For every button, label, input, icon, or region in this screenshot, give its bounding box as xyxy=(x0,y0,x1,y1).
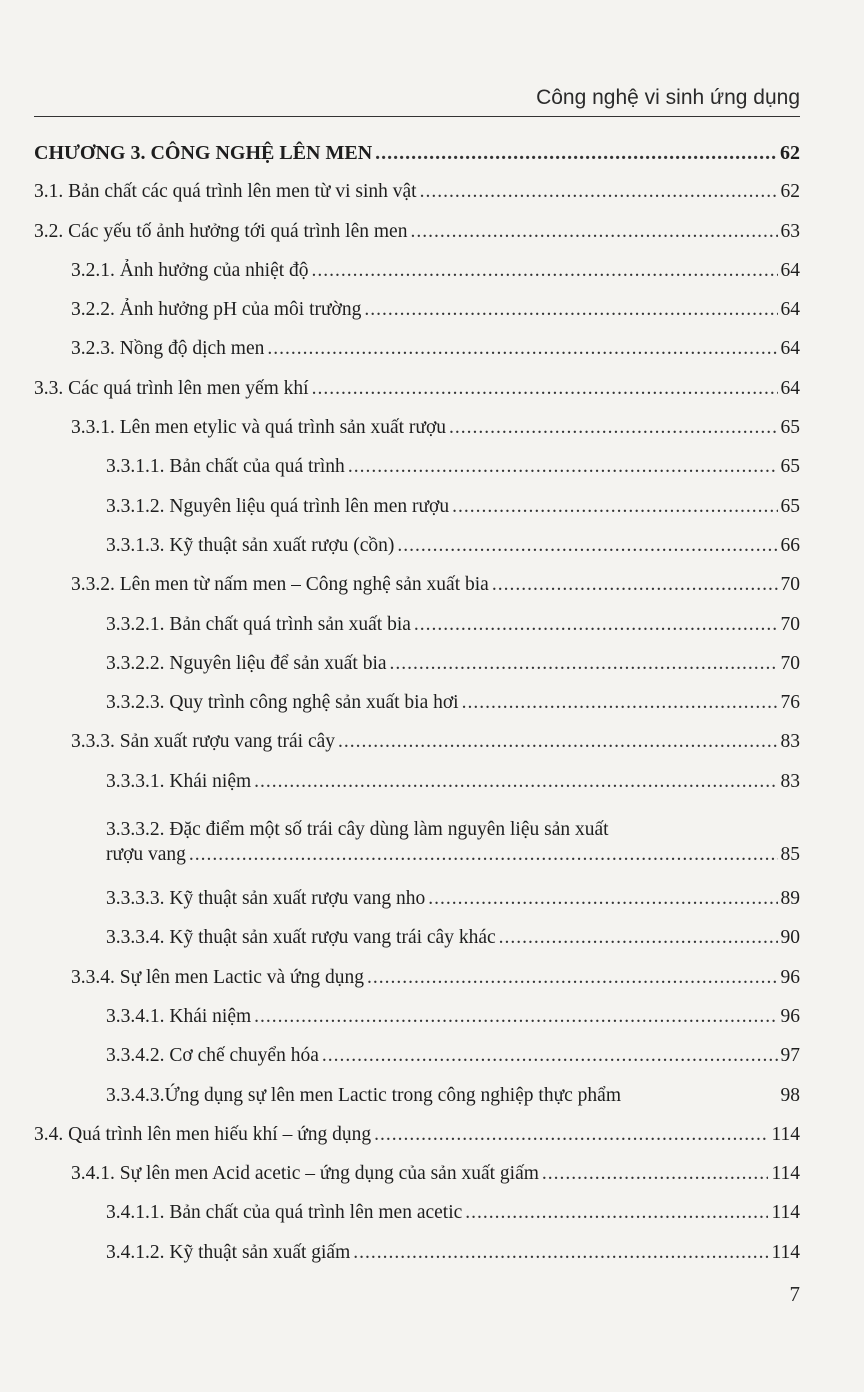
toc-entry-text: 3.3.2.3. Quy trình công nghệ sản xuất bia hơi xyxy=(106,692,459,714)
toc-entry xyxy=(34,496,800,535)
toc-entry xyxy=(34,1085,800,1124)
toc-entry xyxy=(34,771,800,810)
toc-entry xyxy=(34,614,800,653)
toc-entry-page: 65 xyxy=(780,417,800,439)
toc-entry xyxy=(34,1124,800,1163)
page-number: 7 xyxy=(789,1282,800,1306)
toc-entry xyxy=(34,731,800,770)
leader-dots xyxy=(367,967,778,989)
toc-entry-text: 3.3.4.2. Cơ chế chuyển hóa xyxy=(106,1045,319,1067)
toc-entry-text: 3.4.1. Sự lên men Acid acetic – ứng dụng của sản xuất giấm xyxy=(71,1163,539,1185)
leader-dots xyxy=(348,456,778,478)
leader-dots xyxy=(364,299,777,321)
toc-entry-text: 3.3.3.2. Đặc điểm một số trái cây dùng làm nguyên liệu sản xuất xyxy=(106,819,609,841)
toc-entry-page: 70 xyxy=(780,652,800,674)
toc-entry-page: 76 xyxy=(780,692,800,714)
leader-dots xyxy=(462,692,778,714)
toc-entry-text: 3.3.4.3.Ứng dụng sự lên men Lactic trong công nghiệp thực phẩm xyxy=(106,1084,621,1106)
toc-entry-page: 65 xyxy=(780,456,800,478)
toc-entry-text: 3.3.3. Sản xuất rượu vang trái cây xyxy=(71,731,336,753)
toc-entry-page: 96 xyxy=(780,966,800,988)
toc-entry-page: 97 xyxy=(780,1045,800,1067)
toc-entry-text: 3.3.2.2. Nguyên liệu để sản xuất bia xyxy=(106,652,387,674)
leader-dots xyxy=(410,221,777,243)
leader-dots xyxy=(189,844,778,866)
toc-entry-page: 64 xyxy=(780,338,800,360)
leader-dots xyxy=(420,181,778,203)
toc-entry xyxy=(34,221,800,260)
leader-dots xyxy=(465,1202,768,1224)
leader-dots xyxy=(353,1242,768,1264)
toc-entry-text: 3.3.3.1. Khái niệm xyxy=(106,770,252,792)
toc-entry xyxy=(34,1006,800,1045)
leader-dots xyxy=(452,496,777,518)
toc-entry xyxy=(34,338,800,377)
leader-dots xyxy=(312,260,778,282)
toc-entry-page: 114 xyxy=(771,1202,800,1224)
toc-entry xyxy=(34,299,800,338)
toc-entry-page: 64 xyxy=(780,259,800,281)
toc-entry-text: 3.3.1.2. Nguyên liệu quá trình lên men rượu xyxy=(106,495,450,517)
toc-entry xyxy=(34,456,800,495)
toc-entry-page: 89 xyxy=(780,888,800,910)
leader-dots xyxy=(374,1124,768,1146)
leader-dots xyxy=(499,927,778,949)
toc-entry-text: 3.3.4.1. Khái niệm xyxy=(106,1005,252,1027)
toc-entry-page: 64 xyxy=(780,377,800,399)
toc-entry xyxy=(34,810,800,888)
running-header: Công nghệ vi sinh ứng dụng xyxy=(536,86,800,109)
leader-dots xyxy=(267,338,777,360)
toc-entry-text: 3.4.1.1. Bản chất của quá trình lên men acetic xyxy=(106,1202,463,1224)
toc-entry-page: 114 xyxy=(771,1241,800,1263)
toc-entry-text: 3.3.2. Lên men từ nấm men – Công nghệ sản xuất bia xyxy=(71,574,489,596)
toc-entry xyxy=(34,260,800,299)
toc-entry-text: CHƯƠNG 3. CÔNG NGHỆ LÊN MEN xyxy=(34,142,373,164)
toc-entry-text: 3.4.1.2. Kỹ thuật sản xuất giấm xyxy=(106,1241,351,1263)
toc-entry xyxy=(34,378,800,417)
toc-entry xyxy=(34,692,800,731)
toc-entry-page: 70 xyxy=(780,574,800,596)
toc-entry xyxy=(34,1163,800,1202)
toc-entry-text: 3.4. Quá trình lên men hiếu khí – ứng dụng xyxy=(34,1123,372,1145)
toc-entry xyxy=(34,1202,800,1241)
toc-entry-text: 3.3.1. Lên men etylic và quá trình sản xuất rượu xyxy=(71,417,447,439)
leader-dots xyxy=(390,653,778,675)
toc-entry-text: 3.3.2.1. Bản chất quá trình sản xuất bia xyxy=(106,613,411,635)
leader-dots xyxy=(322,1045,778,1067)
toc-entry-page: 96 xyxy=(780,1005,800,1027)
toc-entry-page: 65 xyxy=(780,495,800,517)
toc-entry xyxy=(34,574,800,613)
toc-chapter-entry xyxy=(34,142,800,181)
toc-entry-page: 62 xyxy=(780,181,800,203)
toc-entry xyxy=(34,653,800,692)
toc-entry-text: 3.1. Bản chất các quá trình lên men từ vi sinh vật xyxy=(34,181,417,203)
leader-dots xyxy=(375,142,777,165)
leader-dots xyxy=(492,574,778,596)
toc-entry-page: 83 xyxy=(780,731,800,753)
toc-entry-text: 3.2.3. Nồng độ dịch men xyxy=(71,338,265,360)
leader-dots xyxy=(338,731,777,753)
toc-entry xyxy=(34,927,800,966)
toc-entry-text: 3.3.3.3. Kỹ thuật sản xuất rượu vang nho xyxy=(106,888,426,910)
toc-entry-text: 3.2. Các yếu tố ảnh hưởng tới quá trình lên men xyxy=(34,220,408,242)
toc-entry-page: 70 xyxy=(780,613,800,635)
toc-entry-text: 3.3.1.1. Bản chất của quá trình xyxy=(106,456,345,478)
toc-entry-text: 3.2.2. Ảnh hưởng pH của môi trường xyxy=(71,299,362,321)
toc-entry-page: 85 xyxy=(780,844,800,866)
leader-dots xyxy=(542,1163,769,1185)
leader-dots xyxy=(397,535,777,557)
leader-dots xyxy=(449,417,777,439)
toc-entry-text: 3.3.3.4. Kỹ thuật sản xuất rượu vang trái cây khác xyxy=(106,927,496,949)
leader-dots xyxy=(428,888,777,910)
header-rule xyxy=(34,116,800,117)
toc-entry-page: 114 xyxy=(771,1163,800,1185)
leader-dots xyxy=(312,378,778,400)
toc-entry-text: rượu vang xyxy=(106,844,186,866)
toc-entry-page: 114 xyxy=(771,1123,800,1145)
toc-entry-text: 3.2.1. Ảnh hưởng của nhiệt độ xyxy=(71,259,309,281)
toc-entry xyxy=(34,1045,800,1084)
toc-entry xyxy=(34,417,800,456)
table-of-contents xyxy=(34,142,800,1281)
toc-entry-page: 83 xyxy=(780,770,800,792)
toc-entry-text: 3.3.4. Sự lên men Lactic và ứng dụng xyxy=(71,966,364,988)
toc-entry-page: 62 xyxy=(780,142,800,164)
toc-entry xyxy=(34,888,800,927)
toc-entry-page: 66 xyxy=(780,534,800,556)
toc-entry-text: 3.3.1.3. Kỹ thuật sản xuất rượu (cồn) xyxy=(106,534,395,556)
leader-dots xyxy=(254,1006,777,1028)
leader-dots xyxy=(254,771,777,793)
toc-entry-page: 64 xyxy=(780,299,800,321)
toc-entry xyxy=(34,181,800,220)
toc-entry-page: 90 xyxy=(780,927,800,949)
toc-entry xyxy=(34,967,800,1006)
toc-entry-text: 3.3. Các quá trình lên men yếm khí xyxy=(34,377,309,399)
toc-entry xyxy=(34,1242,800,1281)
leader-dots xyxy=(414,614,778,636)
toc-entry xyxy=(34,535,800,574)
toc-entry-page: 63 xyxy=(780,220,800,242)
toc-entry-page: 98 xyxy=(780,1084,800,1106)
